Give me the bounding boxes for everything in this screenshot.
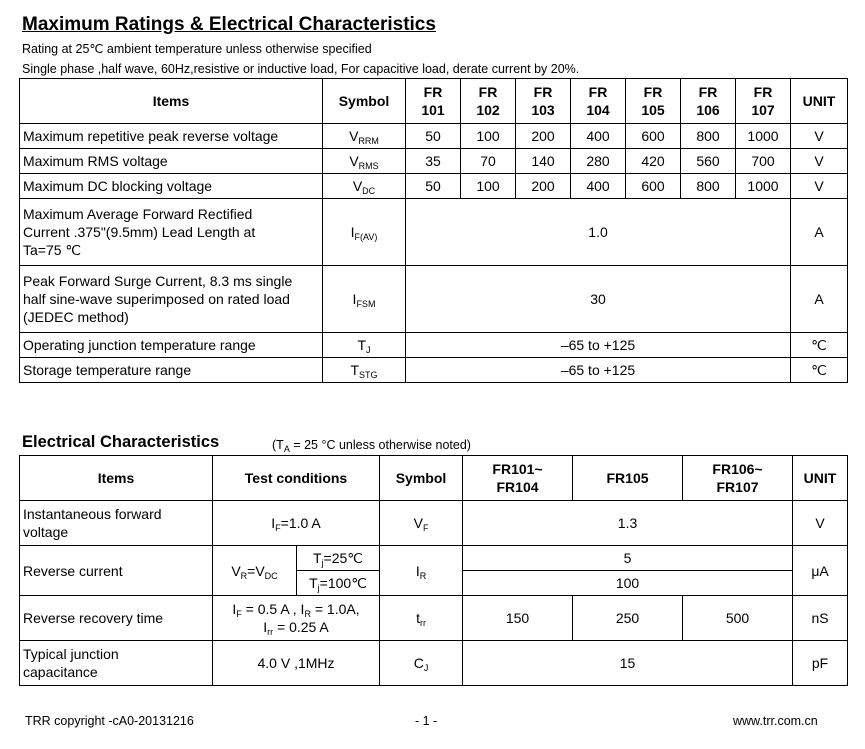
part-header: FR 106 — [681, 79, 736, 124]
table-row — [20, 333, 848, 358]
condition-cell: $T_j=25℃$ — [297, 546, 380, 571]
table-row — [20, 266, 848, 333]
value-cell: 200 — [516, 174, 571, 199]
value-cell: 70 — [461, 149, 516, 174]
table-row — [20, 199, 848, 266]
value-cell: 35 — [406, 149, 461, 174]
condition-cell: $T_j=100℃$ — [297, 571, 380, 596]
footer-page-number: - 1 - — [415, 714, 438, 728]
unit-cell: V — [791, 174, 848, 199]
item-cell: Storage temperature range — [20, 358, 323, 383]
unit-cell: pF — [793, 641, 848, 686]
value-cell: 500 — [683, 596, 793, 641]
table-row — [20, 546, 848, 571]
table-row — [20, 641, 848, 686]
value-cell: 700 — [736, 149, 791, 174]
symbol-header: Symbol — [323, 79, 406, 124]
item-cell: Typical junction capacitance — [20, 641, 213, 686]
unit-cell: μA — [793, 546, 848, 596]
section-note: ($T_A = 25$ °C unless otherwise noted) — [272, 438, 471, 454]
group-header: FR105 — [573, 456, 683, 501]
items-header: Items — [20, 456, 213, 501]
value-cell: 1000 — [736, 124, 791, 149]
table-header-row — [20, 456, 848, 501]
unit-header: UNIT — [791, 79, 848, 124]
value-cell: 420 — [626, 149, 681, 174]
load-note: Single phase ,half wave, 60Hz,resistive or inductive load, For capacitive load, derate current by 20%. — [22, 62, 580, 76]
symbol-header: Symbol — [380, 456, 463, 501]
value-cell: 100 — [461, 174, 516, 199]
value-cell: 250 — [573, 596, 683, 641]
section-title: Electrical Characteristics — [22, 433, 220, 451]
group-header: FR106~ FR107 — [683, 456, 793, 501]
condition-cell: 4.0 V ,1MHz — [213, 641, 380, 686]
part-header: FR 105 — [626, 79, 681, 124]
part-header: FR 102 — [461, 79, 516, 124]
page-title: Maximum Ratings & Electrical Characteristics — [22, 14, 436, 35]
value-cell: 600 — [626, 124, 681, 149]
item-cell: Operating junction temperature range — [20, 333, 323, 358]
symbol-cell: $I_{F(AV)}$ — [323, 199, 406, 266]
test-conditions-header: Test conditions — [213, 456, 380, 501]
value-cell: –65 to +125 — [406, 358, 791, 383]
symbol-cell: $C_J$ — [380, 641, 463, 686]
symbol-cell: $I_{FSM}$ — [323, 266, 406, 333]
value-cell: 560 — [681, 149, 736, 174]
max-ratings-table — [19, 78, 848, 383]
unit-header: UNIT — [793, 456, 848, 501]
table-row — [20, 596, 848, 641]
unit-cell: ℃ — [791, 358, 848, 383]
item-cell: Reverse recovery time — [20, 596, 213, 641]
symbol-cell: $t_{rr}$ — [380, 596, 463, 641]
value-cell: 400 — [571, 124, 626, 149]
item-cell: Maximum RMS voltage — [20, 149, 323, 174]
symbol-cell: $V_{RRM}$ — [323, 124, 406, 149]
table-row — [20, 358, 848, 383]
value-cell: 30 — [406, 266, 791, 333]
condition-cell: $V_R=V_{DC}$ — [213, 546, 297, 596]
value-cell: 100 — [463, 571, 793, 596]
value-cell: 800 — [681, 124, 736, 149]
unit-cell: ℃ — [791, 333, 848, 358]
value-cell: 600 — [626, 174, 681, 199]
symbol-cell: $V_{DC}$ — [323, 174, 406, 199]
unit-cell: V — [793, 501, 848, 546]
symbol-cell: $T_{STG}$ — [323, 358, 406, 383]
unit-cell: nS — [793, 596, 848, 641]
value-cell: 5 — [463, 546, 793, 571]
item-cell: Instantaneous forward voltage — [20, 501, 213, 546]
value-cell: 400 — [571, 174, 626, 199]
symbol-cell: $V_{RMS}$ — [323, 149, 406, 174]
unit-cell: A — [791, 266, 848, 333]
footer-website: www.trr.com.cn — [733, 714, 818, 728]
condition-cell: $I_F = 0.5$ A , $I_R = 1.0A$, $I_{rr} = 0.25$ A — [213, 596, 380, 641]
value-cell: 200 — [516, 124, 571, 149]
group-header: FR101~ FR104 — [463, 456, 573, 501]
value-cell: 100 — [461, 124, 516, 149]
value-cell: 1.3 — [463, 501, 793, 546]
value-cell: –65 to +125 — [406, 333, 791, 358]
value-cell: 280 — [571, 149, 626, 174]
electrical-characteristics-table — [19, 455, 848, 686]
item-cell: Maximum Average Forward Rectified Current .375"(9.5mm) Lead Length at Ta=75 ℃ — [20, 199, 323, 266]
value-cell: 150 — [463, 596, 573, 641]
part-header: FR 107 — [736, 79, 791, 124]
items-header: Items — [20, 79, 323, 124]
part-header: FR 103 — [516, 79, 571, 124]
symbol-cell: $T_J$ — [323, 333, 406, 358]
value-cell: 50 — [406, 124, 461, 149]
footer-copyright: TRR copyright -cA0-20131216 — [25, 714, 194, 728]
item-cell: Maximum repetitive peak reverse voltage — [20, 124, 323, 149]
value-cell: 1.0 — [406, 199, 791, 266]
table-row — [20, 501, 848, 546]
item-cell: Peak Forward Surge Current, 8.3 ms single half sine-wave superimposed on rated load (JEDEC method) — [20, 266, 323, 333]
value-cell: 50 — [406, 174, 461, 199]
unit-cell: V — [791, 149, 848, 174]
part-header: FR 101 — [406, 79, 461, 124]
value-cell: 140 — [516, 149, 571, 174]
table-row — [20, 124, 848, 149]
table-row — [20, 149, 848, 174]
rating-note: Rating at 25℃ ambient temperature unless otherwise specified — [22, 42, 372, 56]
table-row — [20, 174, 848, 199]
value-cell: 1000 — [736, 174, 791, 199]
table-header-row — [20, 79, 848, 124]
value-cell: 15 — [463, 641, 793, 686]
unit-cell: V — [791, 124, 848, 149]
symbol-cell: $I_R$ — [380, 546, 463, 596]
unit-cell: A — [791, 199, 848, 266]
symbol-cell: $V_F$ — [380, 501, 463, 546]
item-cell: Reverse current — [20, 546, 213, 596]
item-cell: Maximum DC blocking voltage — [20, 174, 323, 199]
value-cell: 800 — [681, 174, 736, 199]
condition-cell: $I_F=1.0$ A — [213, 501, 380, 546]
part-header: FR 104 — [571, 79, 626, 124]
